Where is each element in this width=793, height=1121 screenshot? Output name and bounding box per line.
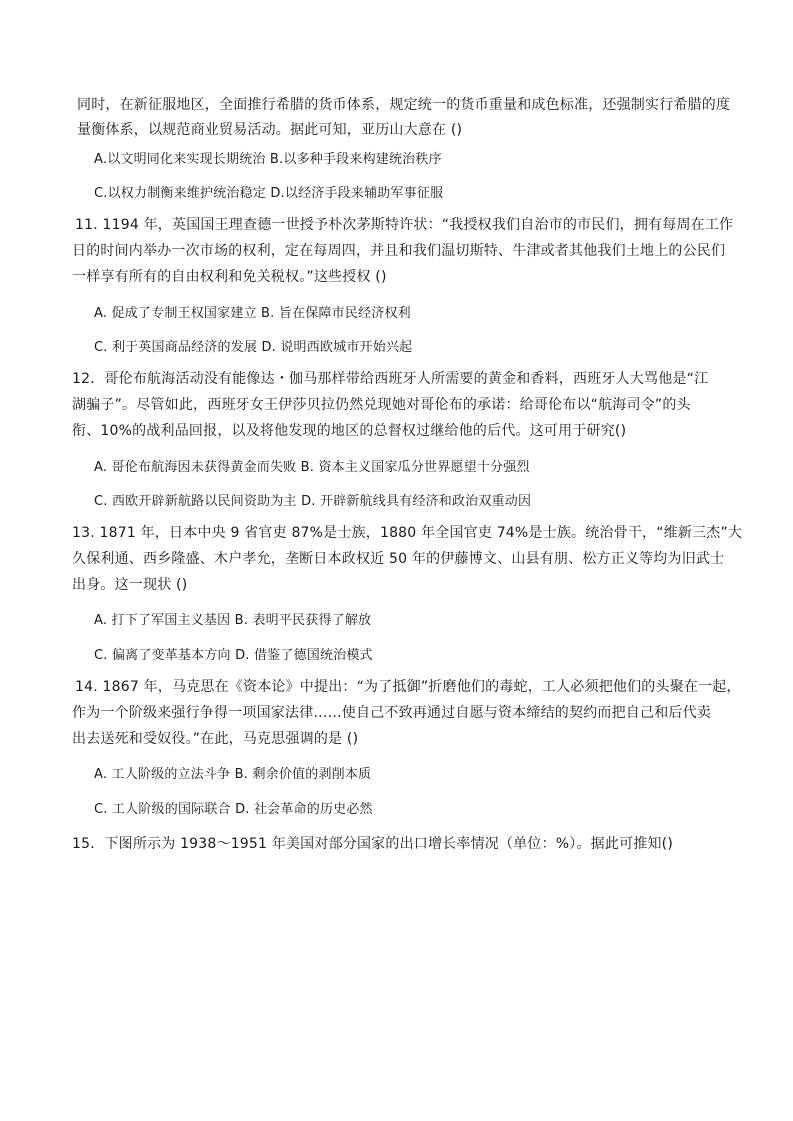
- q13-text-line-1: 13. 1871 年，日本中央 9 省官吏 87%是士族，1880 年全国官吏 74%是士族。统治骨干，“维新三杰”大: [72, 525, 743, 541]
- q11-options-cd: C. 利于英国商品经济的发展 D. 说明西欧城市开始兴起: [94, 340, 413, 355]
- q10-options-cd: C.以权力制衡来维护统治稳定 D.以经济手段来辅助军事征服: [94, 186, 444, 201]
- q13-options-ab: A. 打下了军国主义基因 B. 表明平民获得了解放: [94, 613, 372, 628]
- q14-options-ab: A. 工人阶级的立法斗争 B. 剩余价值的剥削本质: [94, 767, 372, 782]
- q11-options-ab: A. 促成了专制王权国家建立 B. 旨在保障市民经济权利: [94, 306, 411, 321]
- q10-options-ab: A.以文明同化来实现长期统治 B.以多种手段来构建统治秩序: [94, 152, 442, 167]
- q14-text-line-2: 作为一个阶级来强行争得一项国家法律……使自己不致再通过自愿与资本缔结的契约而把自己和后代卖: [72, 705, 711, 721]
- q11-text-line-2: 日的时间内举办一次市场的权利，定在每周四，并且和我们温切斯特、牛津或者其他我们土地上的公民们: [72, 243, 726, 259]
- q10-text-line-1: 同时，在新征服地区，全面推行希腊的货币体系，规定统一的货币重量和成色标准，还强制实行希腊的度: [77, 97, 731, 113]
- q12-text-line-2: 湖骗子”。尽管如此，西班牙女王伊莎贝拉仍然兑现她对哥伦布的承诺：给哥伦布以“航海司令”的头: [72, 397, 691, 413]
- q12-text-line-1: 12．哥伦布航海活动没有能像达・伽马那样带给西班牙人所需要的黄金和香料，西班牙人大骂他是“江: [72, 371, 709, 387]
- q13-options-cd: C. 偏离了变革基本方向 D. 借鉴了德国统治模式: [94, 648, 373, 663]
- q14-text-line-1: 14. 1867 年，马克思在《资本论》中提出：“为了抵御”折磨他们的毒蛇，工人必须把他们的头聚在一起，: [75, 679, 741, 695]
- q13-text-line-3: 出身。这一现状 (): [72, 577, 188, 593]
- q14-options-cd: C. 工人阶级的国际联合 D. 社会革命的历史必然: [94, 802, 373, 817]
- q13-text-line-2: 久保利通、西乡隆盛、木户孝允，垄断日本政权近 50 年的伊藤博文、山县有朋、松方正义等均为旧武士: [72, 551, 725, 567]
- q11-text-line-1: 11. 1194 年，英国国王理查德一世授予朴次茅斯特许状：“我授权我们自治市的市民们，拥有每周在工作: [75, 217, 734, 233]
- q12-options-ab: A. 哥伦布航海因未获得黄金而失败 B. 资本主义国家瓜分世界愿望十分强烈: [94, 460, 530, 475]
- q10-text-line-2: 量衡体系，以规范商业贸易活动。据此可知，亚历山大意在 (): [77, 122, 463, 138]
- q14-text-line-3: 出去送死和受奴役。”在此，马克思强调的是 (): [72, 731, 359, 747]
- q12-text-line-3: 衔、10%的战利品回报，以及将他发现的地区的总督权过继给他的后代。这可用于研究(): [72, 423, 627, 439]
- q12-options-cd: C. 西欧开辟新航路以民间资助为主 D. 开辟新航线具有经济和政治双重动因: [94, 494, 532, 509]
- q11-text-line-3: 一样享有所有的自由权利和免关税权。”这些授权 (): [72, 269, 387, 285]
- q15-text-line-1: 15．下图所示为 1938～1951 年美国对部分国家的出口增长率情况（单位：%）。据此可推知(): [72, 836, 673, 852]
